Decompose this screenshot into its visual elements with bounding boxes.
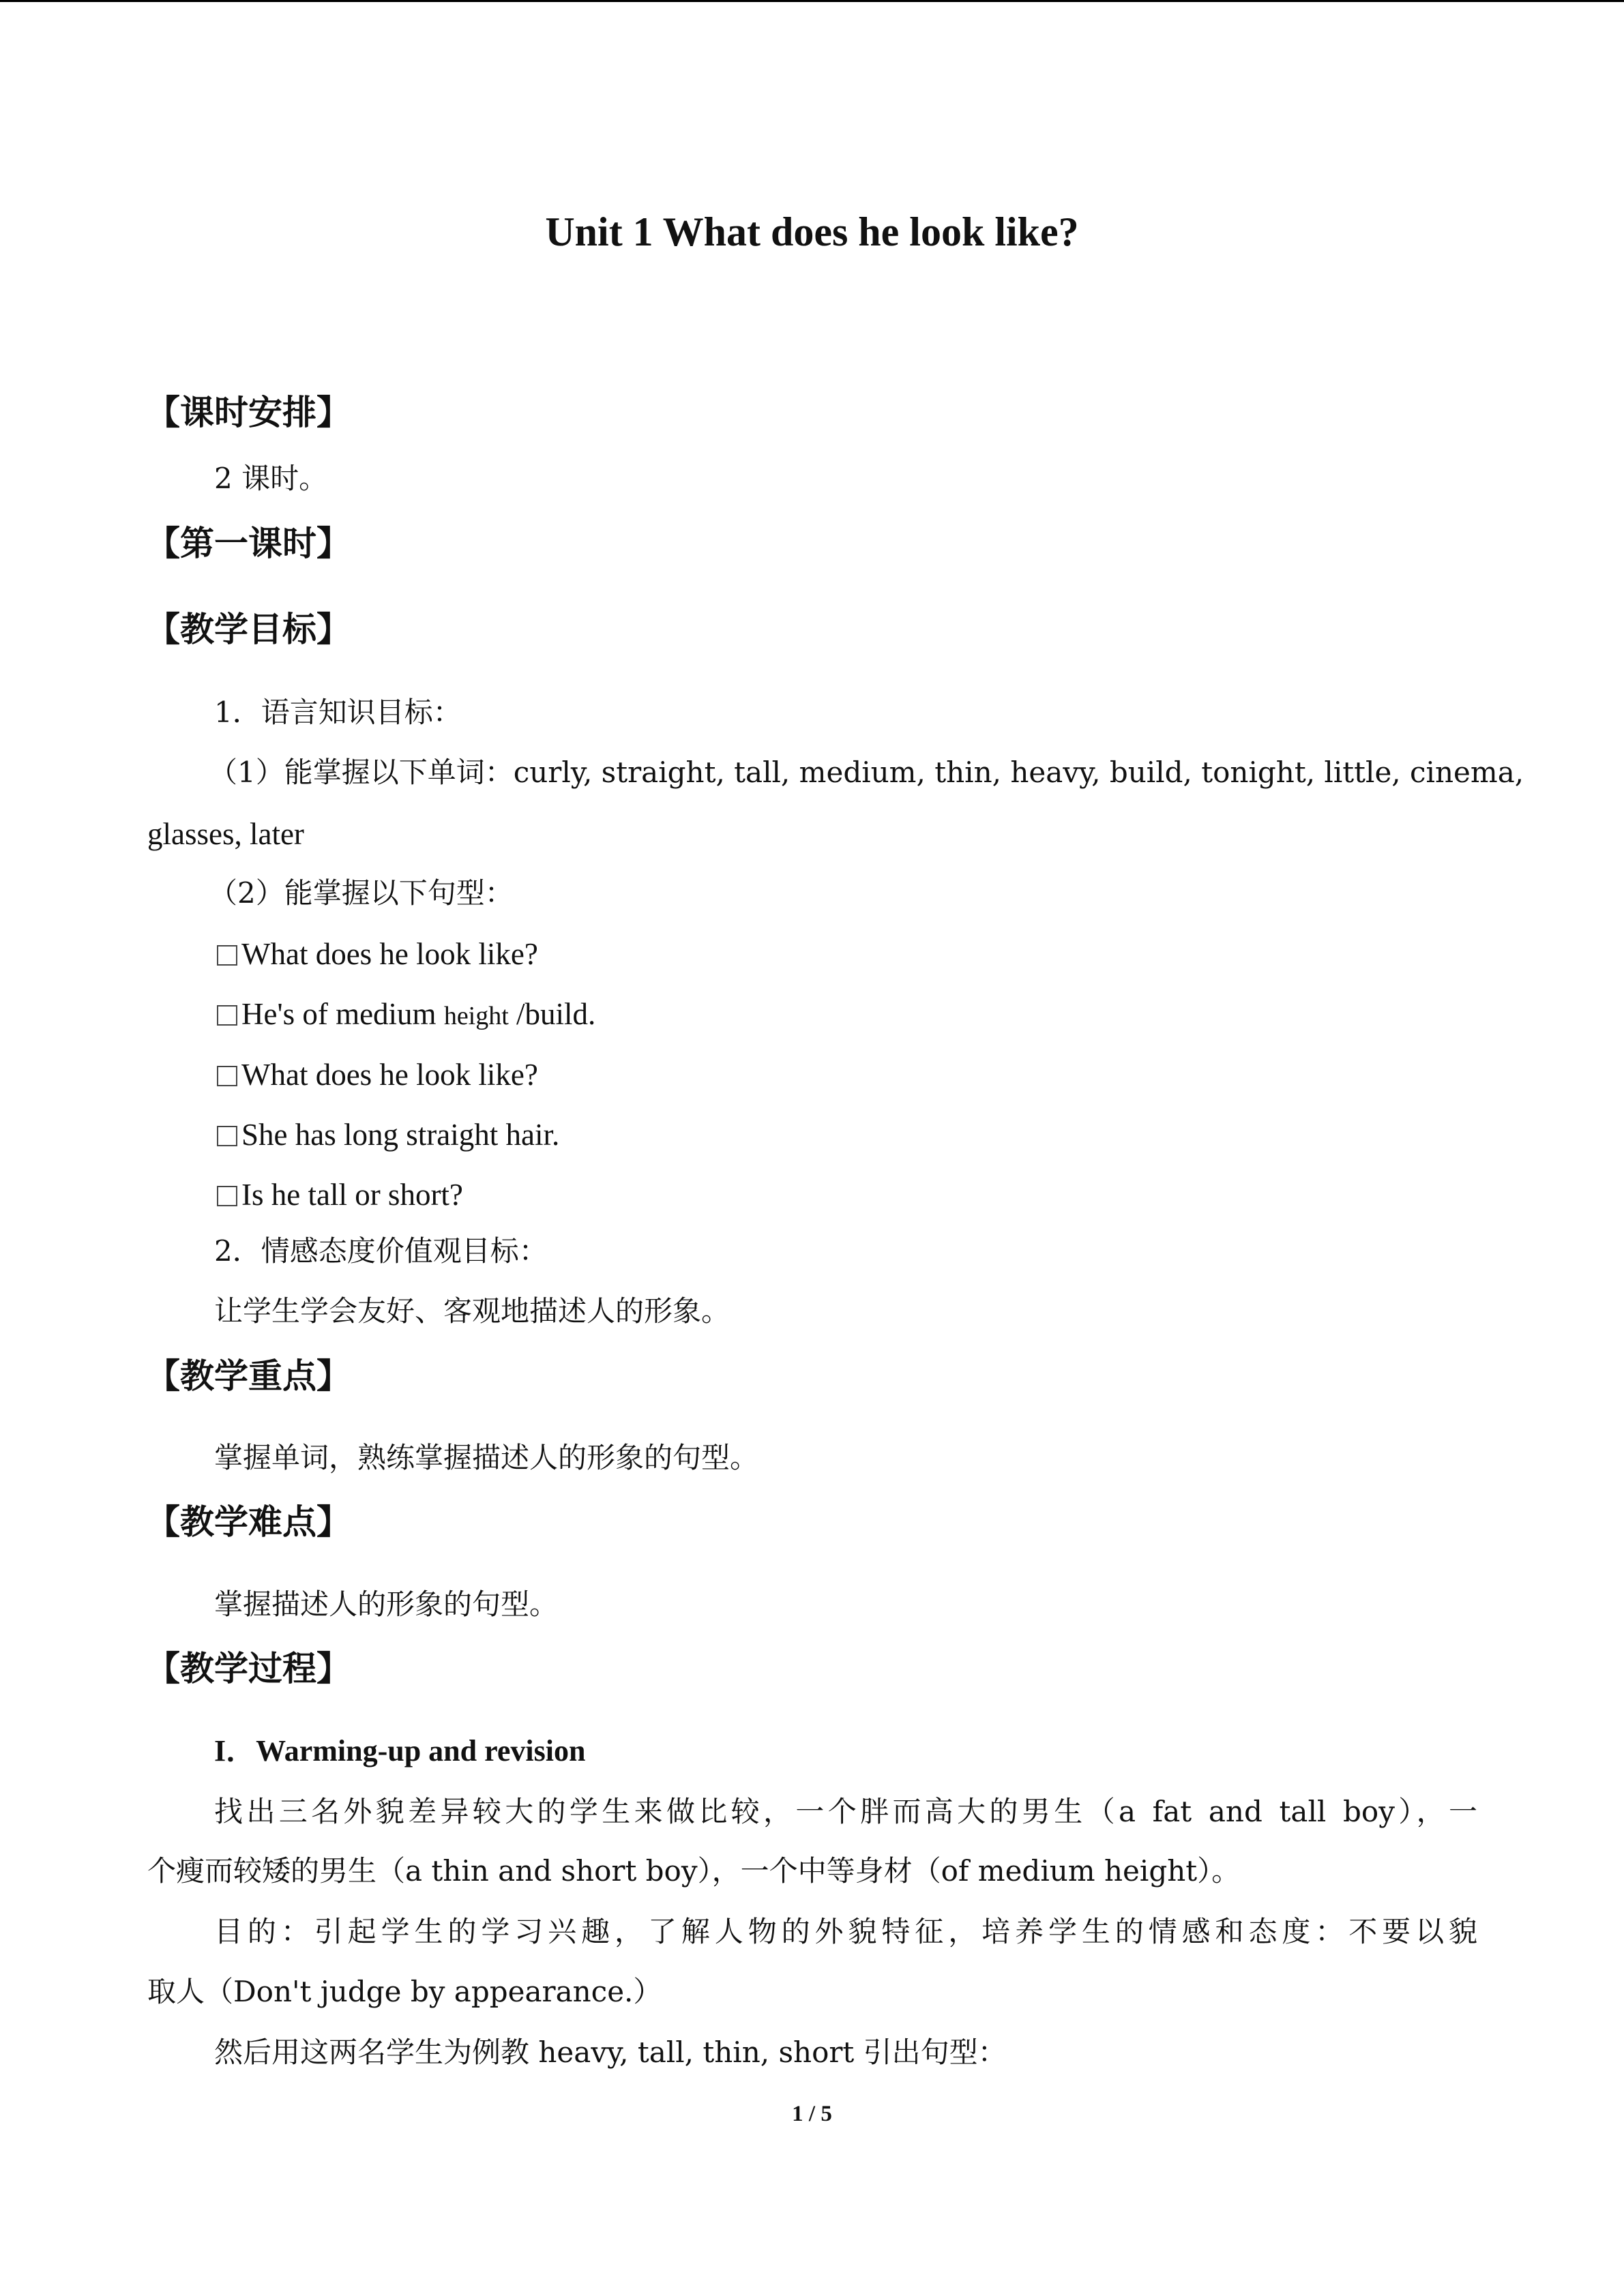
heading-key-points: 【教学重点】 xyxy=(146,1356,351,1396)
heading-schedule: 【课时安排】 xyxy=(146,393,351,432)
pattern-item: Is he tall or short? xyxy=(217,1174,463,1215)
checkbox-icon xyxy=(217,945,237,966)
heading-difficult-points: 【教学难点】 xyxy=(146,1502,351,1542)
pattern-item: What does he look like? xyxy=(217,934,538,974)
page-number: 1 / 5 xyxy=(792,2102,832,2126)
step1-paragraph2-line2: 取人（Don't judge by appearance.） xyxy=(147,1975,662,2008)
key-points-text: 掌握单词，熟练掌握描述人的形象的句型。 xyxy=(214,1441,759,1474)
checkbox-icon xyxy=(217,1066,237,1086)
goal2-text: 让学生学会友好、客观地描述人的形象。 xyxy=(214,1294,730,1328)
schedule-text: 2 课时。 xyxy=(214,462,328,495)
goal2-label: 2．情感态度价值观目标： xyxy=(214,1234,548,1268)
checkbox-icon xyxy=(217,1005,237,1026)
difficult-points-text: 掌握描述人的形象的句型。 xyxy=(214,1587,559,1621)
step1-title: I．Warming-up and revision xyxy=(214,1734,586,1768)
goal1-label: 1．语言知识目标： xyxy=(214,696,462,729)
step1-paragraph1-line1: 找出三名外貌差异较大的学生来做比较，一个胖而高大的男生（a fat and tall boy），一 xyxy=(214,1795,1477,1828)
pattern-item: What does he look like? xyxy=(217,1054,538,1095)
goal1-words-line2: glasses, later xyxy=(147,817,304,851)
page-top-border xyxy=(0,0,1624,2)
pattern-item: He's of medium height /build. xyxy=(217,994,595,1037)
step1-paragraph3: 然后用这两名学生为例教 heavy, tall, thin, short 引出句型： xyxy=(214,2036,1007,2069)
goal1-words-line1: （1）能掌握以下单词：curly, straight, tall, medium, thin, heavy, build, tonight, little, cinema, xyxy=(209,756,1524,789)
checkbox-icon xyxy=(217,1186,237,1206)
heading-lesson1: 【第一课时】 xyxy=(146,524,351,563)
document-title: Unit 1 What does he look like? xyxy=(545,209,1079,254)
checkbox-icon xyxy=(217,1126,237,1146)
goal1-patterns-label: （2）能掌握以下句型： xyxy=(209,876,514,910)
heading-teaching-process: 【教学过程】 xyxy=(146,1649,351,1688)
heading-goals: 【教学目标】 xyxy=(146,610,351,649)
pattern-item: She has long straight hair. xyxy=(217,1114,559,1155)
step1-paragraph2-line1: 目的：引起学生的学习兴趣，了解人物的外貌特征，培养学生的情感和态度：不要以貌 xyxy=(214,1915,1477,1948)
step1-paragraph1-line2: 个瘦而较矮的男生（a thin and short boy），一个中等身材（of medium height）。 xyxy=(147,1854,1241,1888)
